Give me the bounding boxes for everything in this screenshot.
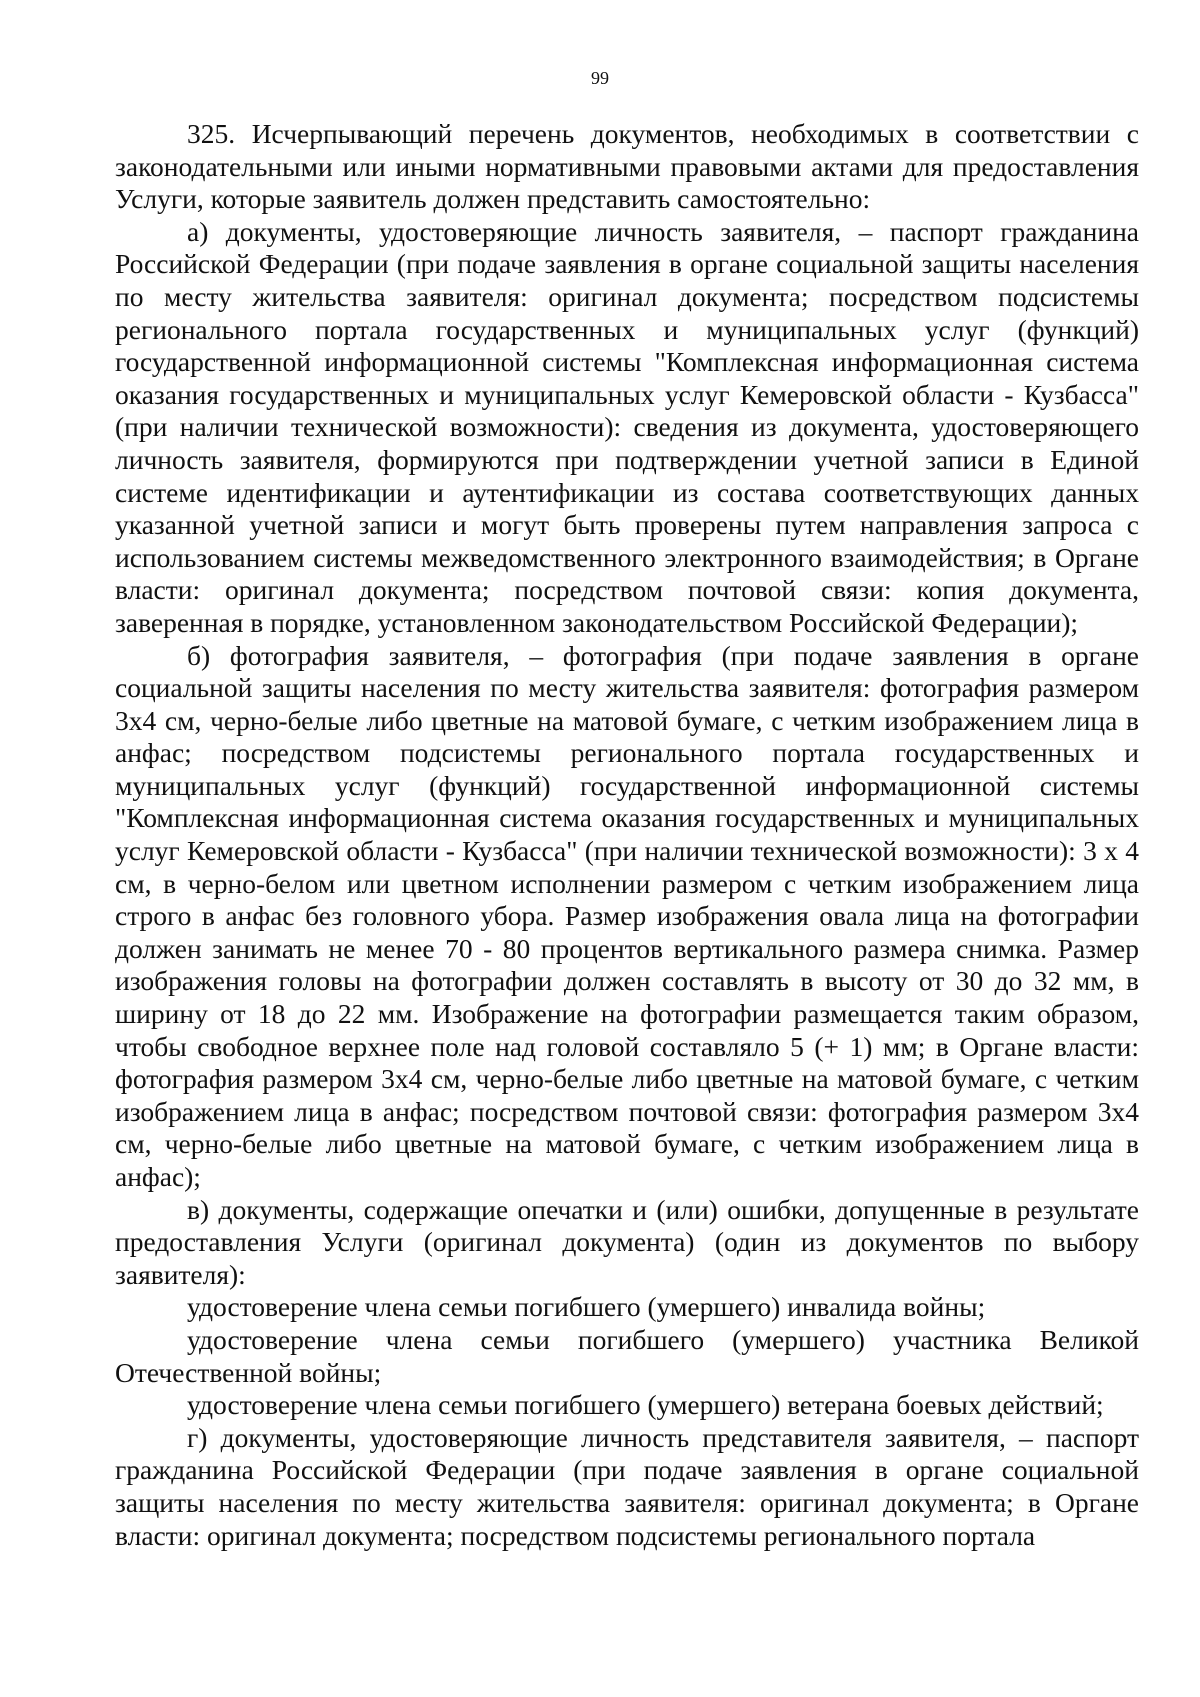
list-item-war-invalid-family: удостоверение члена семьи погибшего (умершего) инвалида войны; [187, 1291, 986, 1323]
paragraph-v-documents-with-errors: в) документы, содержащие опечатки и (или) ошибки, допущенные в результате предоставления Услуги (оригинал документа) (один из документов по выбору заявителя): [115, 1193, 1139, 1290]
document-body [115, 118, 1139, 1552]
paragraph-b-photograph: б) фотография заявителя, – фотография (при подаче заявления в органе социальной защиты населения по месту жительства заявителя: фотография размером 3х4 см, черно-белые либо цветные на матовой бумаге, с четким изображением лица в анфас; посредством подсистемы регионального портала государственных и муниципальных услуг (функций) государственной информационной системы "Комплексная информационная система оказания государственных и муниципальных услуг Кемеровской области - Кузбасса" (при наличии технической возможности): 3 х 4 см, в черно-белом или цветном исполнении размером с четким изображением лица строго в анфас без головного убора. Размер изображения овала лица на фотографии должен занимать не менее 70 - 80 процентов вертикального размера снимка. Размер изображения головы на фотографии должен составлять в высоту от 30 до 32 мм, в ширину от 18 до 22 мм. Изображение на фотографии размещается таким образом, чтобы свободное верхнее поле над головой составляло 5 (+ 1) мм; в Органе власти: фотография размером 3х4 см, черно-белые либо цветные на матовой бумаге, с четким изображением лица в анфас; посредством почтовой связи: фотография размером 3х4 см, черно-белые либо цветные на матовой бумаге, с четким изображением лица в анфас); [115, 639, 1139, 1192]
page-number: 99 [591, 68, 609, 88]
paragraph-325: 325. Исчерпывающий перечень документов, необходимых в соответствии с законодательными или иными нормативными правовыми актами для предоставления Услуги, которые заявитель должен представить самостоятельно: [115, 118, 1139, 215]
paragraph-a-identity-documents: а) документы, удостоверяющие личность заявителя, – паспорт гражданина Российской Федерации (при подаче заявления в органе социальной защиты населения по месту жительства заявителя: оригинал документа; посредством подсистемы регионального портала государственных и муниципальных услуг (функций) государственной информационной системы "Комплексная информационная система оказания государственных и муниципальных услуг Кемеровской области - Кузбасса" (при наличии технической возможности): сведения из документа, удостоверяющего личность заявителя, формируются при подтверждении учетной записи в Единой системе идентификации и аутентификации из состава соответствующих данных указанной учетной записи и могут быть проверены путем направления запроса с использованием системы межведомственного электронного взаимодействия; в Органе власти: оригинал документа; посредством почтовой связи: копия документа, заверенная в порядке, установленном законодательством Российской Федерации); [115, 215, 1139, 638]
paragraph-g-representative-documents: г) документы, удостоверяющие личность представителя заявителя, – паспорт гражданина Российской Федерации (при подаче заявления в органе социальной защиты населения по месту жительства заявителя: оригинал документа; в Органе власти: оригинал документа; посредством подсистемы регионального портала [115, 1421, 1139, 1551]
list-item-combat-veteran-family: удостоверение члена семьи погибшего (умершего) ветерана боевых действий; [187, 1389, 1104, 1421]
list-item-wwii-participant-family: удостоверение члена семьи погибшего (умершего) участника Великой Отечественной войны; [115, 1323, 1139, 1388]
